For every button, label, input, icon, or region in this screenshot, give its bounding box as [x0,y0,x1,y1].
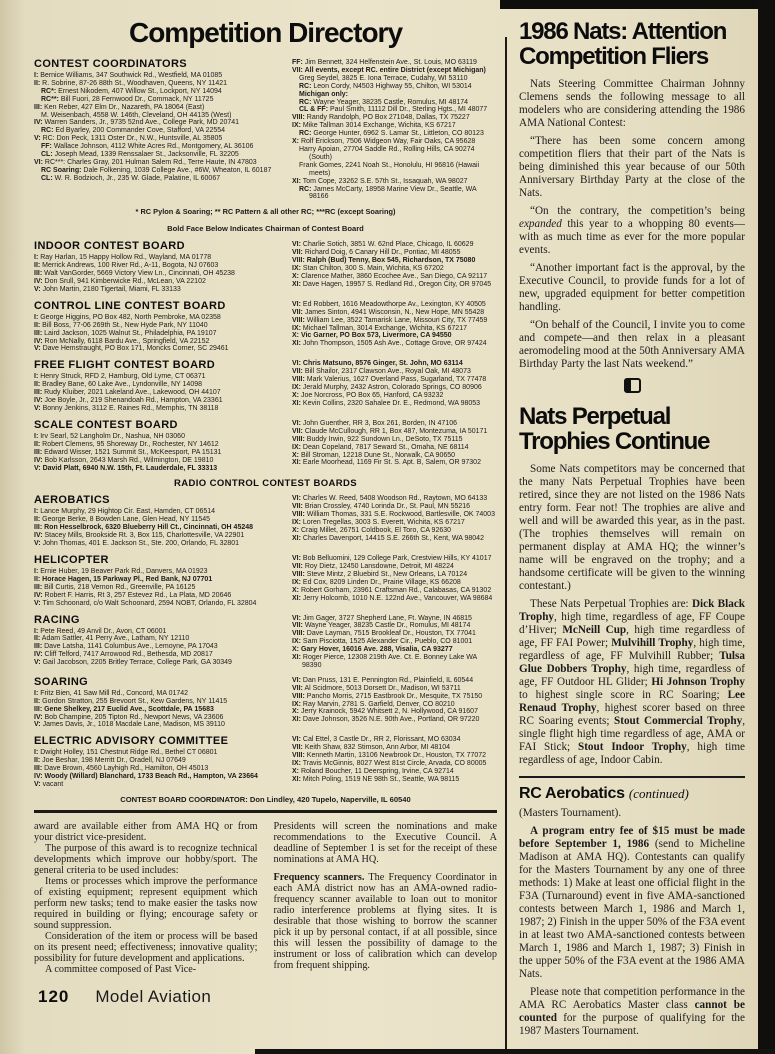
directory-entry: X: Craig Millet, 26751 Coldbook, El Toro, CA 92630 [292,527,452,535]
directory-entry: VI: Jim Gager, 3727 Shepherd Lane, Ft. Wayne, IN 46815 [292,614,472,622]
directory-entry: RC: James McCarty, 18958 Marine View Dr., Seattle, WA 98166 [299,185,477,201]
directory-entry: VIII: Pancho Morris, 2715 Eastbrook Dr., Mesquite, TX 75150 [292,692,483,700]
directory-entry: XI: Kevin Collins, 2320 Sahalee Dr. E., Redmond, WA 98053 [292,399,481,407]
board-section [34,240,497,294]
board-column-left [34,359,286,413]
directory-entry: II: Joe Beshar, 198 Merritt Dr., Oradell, NJ 07649 [34,757,186,765]
directory-entry: CL: Joseph Mead, 1339 Renssalaer St., Jacksonville, FL 32205 [41,151,239,159]
page-title: Competition Directory [128,17,403,48]
directory-entry: IV: Bob Champine, 205 Tipton Rd., Newport News, VA 23606 [34,713,224,721]
board-column-right [292,300,497,354]
directory-entry: XI: Earle Moorhead, 1169 Fir St. S. Apt. B, Salem, OR 97302 [292,459,481,467]
directory-entry: IX: Michael Tallman, 3014 Exchange, Wichita, KS 67217 [292,324,467,332]
directory-entry: RC*: Ernest Nikodem, 407 Willow St., Lockport, NY 14094 [41,87,222,95]
contest-board-coordinator-line: CONTEST BOARD COORDINATOR: Don Lindley, 420 Tupelo, Naperville, IL 60540 [120,794,411,804]
directory-main [0,9,505,1049]
directory-entry: I: Ray Harlan, 15 Happy Hollow Rd., Wayland, MA 01778 [34,254,212,262]
scan-edge-right [758,0,775,1054]
directory-entry: I: Henry Struck, RFD 2, Hamburg, Old Lyme, CT 06371 [34,373,206,381]
bottom-column-2 [274,821,498,975]
directory-entry: IX: Mike Tallman 3014 Exchange, Wichita, KS 67217 [292,122,456,130]
directory-entry: III: Dave Latsha, 1141 Columbus Ave., Lemoyne, PA 17043 [34,643,218,651]
paragraph: Presidents will screen the nominations and make recommendations to the Executive Council. A deadline of September 1 is set for the receipt of these nominations at AMA HQ. [273,820,497,865]
paragraph: These Nats Perpetual Trophies are: Dick Black Trophy, high time, regardless of age, FF Coupe d’Hiver; McNeill Cup, high time regardless of age, FF FAI Power; Mulvihill Trophy, high time, regardless of age, FF Mulvihill Rubber; Tulsa Glue Dobbers Trophy, high time, regardless of age, FF Outdoor HL Glider; Hi Johnson Trophy to highest single score in RC Soaring; Lee Renaud Trophy, highest scorer based on three RC Soaring events; Stout Commercial Trophy, single flight high time regardless of age, AMA or FAI Stick; Stout Indoor Trophy, high time regardless of age, Indoor Cabin. [519,598,746,766]
directory-entry: VI: John Guenther, RR 3, Box 261, Borden, IN 47106 [292,419,457,427]
board-columns [34,614,497,670]
directory-entry: XI: Roger Pierce, 12308 219th Ave. Ct. E. Bonney Lake WA 98390 [292,654,477,669]
directory-entry: II: Bill Boss, 77-06 269th St., New Hyde Park, NY 11040 [34,321,208,329]
directory-entry: VI: Charles W. Reed, 5408 Woodson Rd., Raytown, MO 64133 [292,495,488,503]
directory-entry: VIII: Buddy Irwin, 922 Sundown Ln., DeSoto, TX 75115 [292,435,463,443]
bottom-column-1 [34,821,258,975]
scan-edge-top [500,0,775,9]
directory-entry: VII: Wayne Yeager, 38235 Castle Dr., Romulus, MI 48174 [292,622,471,630]
article-nats-headline: 1986 Nats: Attention Competition Fliers [519,18,727,70]
rc-boards-heading: RADIO CONTROL CONTEST BOARDS [173,478,358,490]
directory-entry: VII: Roy Dietz, 12450 Lansdowne, Detroit, MI 48224 [292,562,454,570]
directory-entry: III: Edward Wisser, 1521 Summit St., McKeesport, PA 15131 [34,448,222,456]
rc-aerobatics-title: RC Aerobatics [519,785,625,802]
directory-entry: IX: Loren Tregellas, 3003 S. Everett, Wichita, KS 67217 [292,519,465,527]
directory-entry: X: Bill Stroman, 12218 Dune St., Norwalk, CA 90650 [292,451,456,459]
paragraph: award are available either from AMA HQ or from your district vice-president. [34,820,258,843]
board-columns [34,58,497,201]
board-columns [34,359,497,413]
directory-entry: IX: Ray Marvin, 2781 S. Garfield, Denver, CO 80210 [292,700,455,708]
paragraph: A program entry fee of $15 must be made before September 1, 1986 (send to Micheline Madison at AMA HQ). Contestants can qualify for the Masters Tournament by any one of three methods: 1) Make at least one official flight in the F3A (Turnaround) event in five AMA-sanctioned contests between March 1, 1986 and March 1, 1987; 2) Finish in the upper 50% of the F3A event in at least two AMA-sanctioned contests between March 1, 1986 and March 1, 1987; 3) Finish in the upper 50% of the F3A event at the 1986 AMA Nats. [519,825,746,980]
footnote-symbols: * RC Pylon & Soaring; ** RC Pattern & all other RC; ***RC (except Soaring) [135,207,396,217]
directory-entry: II: Adam Sattler, 41 Perry Ave., Latham, NY 12110 [34,635,190,643]
directory-entry: RC: Leon Cordy, N4503 Highway 55, Chilton, WI 53014 [299,82,472,90]
directory-entry: M. Weisenbach, 4558 W. 146th, Cleveland, OH 44135 (West) [41,111,232,119]
board-columns [34,676,497,730]
directory-entry: V: David Platt, 6940 N.W. 15th, Ft. Lauderdale, FL 33313 [34,464,218,472]
directory-entry: II: Gordon Stratton, 255 Brevoort St., Kew Gardens, NY 11415 [34,697,228,705]
directory-entry: VI: Charlie Sotich, 3851 W. 62nd Place, Chicago, IL 60629 [292,241,474,249]
article-trophies-body [519,463,745,767]
directory-entry: V: RC: Don Peck, 1311 Oster Dr., N.W., Huntsville, AL 35805 [34,135,223,143]
board-heading: SOARING [34,675,89,688]
directory-entry: III: Bill Curtis, 218 Vernon Rd., Greenville, PA 16125 [34,583,196,591]
directory-entry: XI: Dave Hagen, 19957 S. Redland Rd., Oregon City, OR 97045 [292,280,492,288]
board-column-right [292,494,497,548]
directory-entry: IV: Woody (Willard) Blanchard, 1733 Beach Rd., Hampton, VA 23664 [34,773,258,781]
directory-entry: I: Ernie Huber, 19 Beaver Park Rd., Danvers, MA 01923 [34,567,208,575]
paragraph: Items or processes which improve the performance of existing equipment; represent equipment which perform new tasks; tend to make easier the tasks now required in building or flying; encourage safety or sound suppression. [34,875,258,931]
directory-entry: Greg Seydel, 3825 E. Iona Terrace, Cudahy, WI 53110 [299,74,468,82]
directory-entry: V: Gail Jacobson, 2205 Britley Terrace, College Park, GA 30349 [34,659,232,667]
board-column-left [34,240,286,294]
directory-entry: III: Gene Shelkey, 217 Euclid Ave., Scottdale, PA 15683 [34,705,214,713]
board-heading: ELECTRIC ADVISORY COMMITTEE [34,735,229,748]
board-column-right [292,614,497,670]
articles-column [507,9,758,1049]
paragraph: (Masters Tournament). [519,807,622,819]
contest-boards-group [34,240,497,472]
directory-entry: VIII: Steve Mintz, 2 Bluebird St., New Orleans, LA 70124 [292,570,468,578]
board-section [34,300,497,354]
board-column-right [292,240,497,294]
bottom-text-columns [34,821,497,975]
paragraph: “Another important fact is the approval, by the Executive Council, to provide funds for a lot of new, upgraded equipment for better competition handling. [519,262,745,313]
directory-entry: III: Rudy Kluiber, 2021 Lakeland Ave., Lakewood, OH 44107 [34,389,221,397]
board-column-left [34,554,286,608]
directory-entry: I: Bernice Williams, 347 Southwick Rd., Westfield, MA 01085 [34,72,223,79]
directory-bottom-rule [34,810,497,813]
directory-entry: III: Walt VanGorder, 5669 Victory View Ln., Cincinnati, OH 45238 [34,270,235,278]
paragraph: Some Nats competitors may be concerned that the many Nats Perpetual Trophies have been retired, since they are not listed on the 1986 Nats entry form. Fear not! The trophies are alive and well and will be awarded this year, as in the past. (The trophies themselves will remain on permanent display at AMA HQ; the winner’s name will be engraved on the trophy; and a handsome certificate will be given to the winning contestant.) [519,463,745,592]
directory-entry: IX: Stan Chilton, 300 S. Main, Wichita, KS 67202 [292,265,444,273]
directory-entry: VIII: Ralph (Bud) Tenny, Box 545, Richardson, TX 75080 [292,257,476,265]
directory-entry: XI: Dave Johnson, 3526 N.E. 90th Ave., Portland, OR 97220 [292,716,480,724]
directory-entry: VIII: Dave Layman, 7515 Brookleaf Dr., Houston, TX 77041 [292,630,476,638]
board-column-left [34,300,286,354]
directory-entry: I: Dwight Holley, 151 Chestnut Ridge Rd., Bethel CT 06801 [34,749,218,757]
directory-entry: X: Vic Garner, PO Box 573, Livermore, CA 94550 [292,332,452,340]
board-column-right [292,554,497,608]
page-number: 120 [38,986,70,1006]
board-section [34,359,497,413]
directory-entry: VI: Ed Robbert, 1616 Meadowthorpe Av., Lexington, KY 40505 [292,300,486,308]
directory-entry: X: Clarence Mather, 3860 Ecochee Ave., San Diego, CA 92117 [292,272,488,280]
directory-entry: IV: Bob Karlsson, 2643 Marsh Rd., Wilmington, DE 19810 [34,456,214,464]
directory-entry: VII: Claude McCullough, RR 1, Box 487, Montezuma, IA 50171 [292,427,488,435]
board-heading: CONTEST COORDINATORS [34,58,188,70]
directory-entry: VII: James Sinton, 4941 Wisconsin, N., New Hope, MN 55428 [292,308,485,316]
scan-edge-bottom [255,1049,775,1054]
directory-entry: IV: Joe Boyle, Jr., 219 Shenandoah Rd., Hampton, VA 23361 [34,397,223,405]
directory-entry: XI: Charles Davenport, 14415 S.E. 266th St., Kent, WA 98042 [292,534,484,542]
paragraph: A committee composed of Past Vice- [45,963,197,975]
directory-entry: VI: Bob Belluomini, 129 College Park, Crestview Hills, KY 41017 [292,554,492,562]
board-column-right [292,676,497,730]
directory-entry: X: Joe Norcross, PO Box 65, Hanford, CA 93232 [292,392,444,399]
directory-entry: IV: Don Srull, 941 Kimberwicke Rd., McLean, VA 22102 [34,278,206,286]
directory-entry: V: Tim Schoonard, c/o Walt Schoonard, 2594 NOBT, Orlando, FL 32804 [34,599,257,607]
board-columns [34,419,497,473]
directory-entry: RC: George Hunter, 6962 S. Lamar St., Littleton, CO 80123 [299,130,484,138]
directory-entry: Frank Gomes, 2241 Noah St., Honolulu, HI 96816 (Hawaii meets) [299,161,480,177]
directory-entry: RC: Ed Byarley, 200 Commander Cove, Stafford, VA 22554 [41,127,226,135]
magazine-title: Model Aviation [95,986,212,1006]
directory-entry: VII: All events, except RC. entire District (except Michigan) [292,66,486,74]
board-section [34,419,497,473]
directory-entry: VII: Richard Doig, 6 Canary Hill Dr., Pontiac, MI 48055 [292,249,461,257]
board-column-left [34,419,286,473]
board-column-left [34,58,286,201]
board-heading: INDOOR CONTEST BOARD [34,240,185,253]
board-column-left [34,494,286,548]
directory-entry: X: Roland Boucher, 11 Deerspring, Irvine, CA 92714 [292,768,454,775]
directory-entry: V: Bonny Jenkins, 3112 E. Raines Rd., Memphis, TN 38118 [34,405,219,412]
board-section [34,735,497,789]
directory-entry: IX: Sam Pisciotta, 1525 Alexander Cir., Pueblo, CO 81001 [292,638,473,646]
board-section [34,554,497,608]
directory-entry: IX: Dean Copeland, 7817 Seward St., Omaha, NE 68114 [292,443,469,451]
directory-entry: III: Laird Jackson, 1025 Walnut St., Philadelphia, PA 19107 [34,329,217,337]
directory-entry: X: Rolf Erickson, 7506 Widgeon Way, Fair Oaks, CA 95628 [292,138,476,146]
paragraph: Consideration of the item or process will be based on its present need; effectiveness; innovative quality; possibility for future development and applications. [34,930,258,964]
directory-entry: II: R. Sobrine, 87-26 88th St., Woodhaven, Queens, NY 11421 [34,79,228,87]
directory-entry: RC Soaring: Dale Folkening, 1039 College Ave., #6W, Wheaton, IL 60187 [41,166,272,174]
directory-entry: III: Ken Reber, 427 Elm Dr., Nazareth, PA 18064 (East) [34,103,205,111]
directory-entry: XI: John Thompson, 1505 Ash Ave., Cottage Grove, OR 97424 [292,340,487,348]
directory-entry: VI: Dan Pruss, 131 E. Pennington Rd., Plainfield, IL 60544 [292,676,474,684]
directory-entry: VII: Al Scidmore, 5013 Dorsett Dr., Madison, WI 53711 [292,684,461,692]
directory-entry: IV: Warren Sanders, Jr., 9735 52nd Ave., College Park, MD 20741 [34,119,240,127]
board-column-right [292,419,497,473]
board-section [34,58,497,201]
directory-entry: I: Irv Searl, 52 Langholm Dr., Nashua, NH 03060 [34,432,185,440]
directory-entry: Michigan only: [299,90,348,98]
directory-entry: I: Pete Reed, 49 Anvil Dr., Avon, CT 06001 [34,627,167,635]
rc-aerobatics-body [519,807,745,1038]
board-column-right [292,58,497,201]
directory-entry: VIII: William Lee, 3522 Tamarisk Lane, Missouri City, TX 77459 [292,316,488,324]
directory-entry: III: Dave Brown, 4560 Layhigh Rd., Hamilton, OH 45013 [34,765,209,773]
continued-label: (continued) [628,786,689,801]
article-nats-body [519,78,745,371]
article-trophies-headline: Nats Perpetual Trophies Continue [519,403,710,455]
directory-entry: VII: Bill Shailor, 2317 Clawson Ave., Royal Oak, MI 48073 [292,368,471,376]
article-separator-rule [519,776,745,778]
paragraph: “On the contrary, the competition’s being expanded this year to a whopping 80 events—with as much time as ever for the more popular events. [519,205,745,256]
directory-entry: V: vacant [34,781,64,788]
paragraph: Frequency scanners. The Frequency Coordinator in each AMA district now has an AMA-owned radio-frequency scanner available to loan out to monitor radio interference problems at flying sites. It is desirable that those wishing to borrow the scanner pick it up by personal contact, if at all possible, since this will lessen the possibility of damage to the instrument or loss of calibration which can develop from frequent shipping. [273,871,497,971]
directory-entry: RC**: Bill Fuori, 28 Fernwood Dr., Commack, NY 11725 [41,95,214,103]
board-heading: RACING [34,613,80,626]
board-column-right [292,735,497,789]
directory-entry: IV: Robert F. Harris, Rt 3, 257 Estevez Rd., La Plata, MD 20646 [34,591,232,599]
footnote-boldface: Bold Face Below Indicates Chairman of Contest Board [167,224,364,234]
directory-entry: V: James Davis, Jr., 1018 Macdale Lane, Madison, MS 39110 [34,721,225,729]
directory-entry: II: Horace Hagen, 15 Parkway Pl., Red Bank, NJ 07701 [34,575,213,583]
board-heading: FREE FLIGHT CONTEST BOARD [34,359,216,372]
board-heading: CONTROL LINE CONTEST BOARD [34,299,226,312]
board-columns [34,554,497,608]
contest-coordinators-section [34,58,497,201]
paragraph: Please note that competition performance in the AMA RC Aerobatics Master class cannot be counted for the purpose of qualifying for the 1987 Masters Tournament. [519,986,745,1037]
directory-entry: II: Merrick Andrews, 100 River Rd., A-11, Bogota, NJ 07603 [34,262,219,270]
directory-entry: II: George Berke, 8 Bowden Lane, Glen Head, NY 11545 [34,516,211,524]
board-section [34,676,497,730]
board-column-right [292,359,497,413]
directory-entry: VI: RC***: Charles Gray, 201 Hulman Salem Rd., Terre Haute, IN 47803 [34,158,257,166]
paragraph: “There has been some concern among competition fliers that their part of the Nats is being diminished this year because of our 50th Anniversary Birthday Party at the close of the Nats. [519,135,745,199]
board-columns [34,735,497,789]
directory-entry: III: Ron Hesselbrock, 6320 Blueberry Hill Ct., Cincinnati, OH 45248 [34,524,254,532]
directory-entry: IV: Cliff Telford, 7417 Arrowood Rd., Bethesda, MD 20817 [34,651,213,659]
directory-entry: XI: Tom Cope, 23262 S.E. 57th St., Issaquah, WA 98027 [292,177,468,185]
directory-entry: V: Dave Hemstraught, PO Box 171, Moncks Corner, SC 29461 [34,345,229,353]
directory-entry: IX: Travis McGinnis, 8027 West 81st Circle, Arvada, CO 80005 [292,760,487,768]
board-section [34,614,497,670]
rc-contest-boards-group [34,494,497,788]
directory-entry: VIII: Mark Valerius, 1627 Overland Pass, Sugarland, TX 77478 [292,376,487,384]
directory-entry: CL: W. R. Bodzioch, Jr., 235 W. Glade, Palatine, IL 60067 [41,174,221,182]
directory-entry: FF: Wallace Johnson, 4112 White Acres Rd., Montgomery, AL 36106 [41,143,254,151]
paragraph: “On behalf of the Council, I invite you to come and compete—and then relax in a pleasant aeromodeling mood at the 50th Anniversary AMA Birthday Party the last Nats weekend.” [519,319,745,370]
board-heading: HELICOPTER [34,553,109,566]
directory-entry: VI: Chris Matsuno, 8576 Ginger, St. John, MO 63114 [292,360,463,368]
directory-entry: VII: Keith Shaw, 832 Stimson, Ann Arbor, MI 48104 [292,744,450,752]
board-columns [34,300,497,354]
paragraph: Nats Steering Committee Chairman Johnny Clemens sends the following message to all modelers who are considering attending the 1986 AMA National Contest: [519,78,745,129]
board-column-left [34,735,286,789]
directory-entry: XI: Mitch Poling, 1519 NE 98th St., Seattle, WA 98115 [292,775,460,783]
directory-entry: X: Robert Gorham, 23961 Craftsman Rd., Calabasas, CA 91302 [292,586,492,594]
directory-entry: IX: Ed Cox, 8209 Linden Dr., Prairie Village, KS 66208 [292,578,461,586]
directory-entry: I: George Higgins, PO Box 482, North Pembroke, MA 02358 [34,313,221,321]
directory-entry: II: Robert Clemens, 95 Shoreway Dr., Rochester, NY 14612 [34,440,219,448]
directory-entry: CL & FF: Paul Smith, 11112 Dill Dr., Sterling Hgts., MI 48077 [299,106,488,114]
board-heading: SCALE CONTEST BOARD [34,418,178,431]
rc-aerobatics-heading [519,785,745,803]
directory-entry: Harry Apoian, 27704 Saddle Rd., Rolling Hills, CA 90274 (South) [299,145,475,161]
directory-entry: IV: Ron McNally, 6118 Bardu Ave., Springfield, VA 22152 [34,337,210,345]
page-footer [38,987,497,1007]
directory-entry: VI: Cal Ettel, 3 Castle Dr., RR 2, Florissant, MO 63034 [292,736,461,744]
board-columns [34,240,497,294]
directory-entry: VIII: William Thomas, 331 S.E. Rockwood, Bartlesville, OK 74003 [292,511,495,519]
board-column-left [34,676,286,730]
board-heading: AEROBATICS [34,494,110,507]
paragraph: The purpose of this award is to recognize technical developments which improve our hobby/sport. The general criteria to be used includes: [34,842,258,876]
board-section [34,494,497,548]
end-of-article-icon [624,378,641,393]
directory-entry: V: John Martin, 2180 Tigertail, Miami, FL 33133 [34,285,181,293]
directory-entry: II: Bradley Bane, 60 Lake Ave., Lyndonville, NY 14098 [34,381,202,389]
directory-entry: RC: Wayne Yeager, 38235 Castle, Romulus, MI 48174 [299,98,469,106]
directory-entry: IV: Stacey Mills, Brookside Rt. 3, Box 115, Charlottesville, VA 22901 [34,532,245,540]
directory-entry: XI: Jerry Holcomb, 1010 N.E. 122nd Ave., Vancouver, WA 98684 [292,594,493,602]
directory-entry: V: John Thomas, 401 E. Jackson St., Ste. 200, Orlando, FL 32801 [34,540,240,548]
directory-entry: X: Gary Hover, 16016 Ave. 288, Visalia, CA 93277 [292,646,453,654]
board-column-left [34,614,286,670]
directory-entry: I: Fritz Bien, 41 Saw Mill Rd., Concord, MA 01742 [34,689,189,697]
directory-entry: X: Jerry Krainock, 5942 Whitsett 2, N. Hollywood, CA 91607 [292,708,478,716]
directory-entry: I: Lance Murphy, 29 Hightop Cir. East, Hamden, CT 06514 [34,508,216,516]
directory-entry: VII: Brian Crossley, 4740 Lorinda Dr., St. Paul, MN 55216 [292,503,471,511]
directory-entry: IX: Jerald Murphy, 2432 Astron, Colorado Springs, CO 80906 [292,384,482,392]
directory-entry: FF: Jim Bennett, 324 Helfenstein Ave., St. Louis, MO 63119 [292,59,477,66]
directory-entry: VIII: Kenneth Martin, 13106 Newbrook Dr., Houston, TX 77072 [292,752,487,760]
directory-entry: VIII: Randy Randolph, PO Box 271048, Dallas, TX 75227 [292,114,470,122]
board-columns [34,494,497,548]
page-content [0,9,758,1049]
